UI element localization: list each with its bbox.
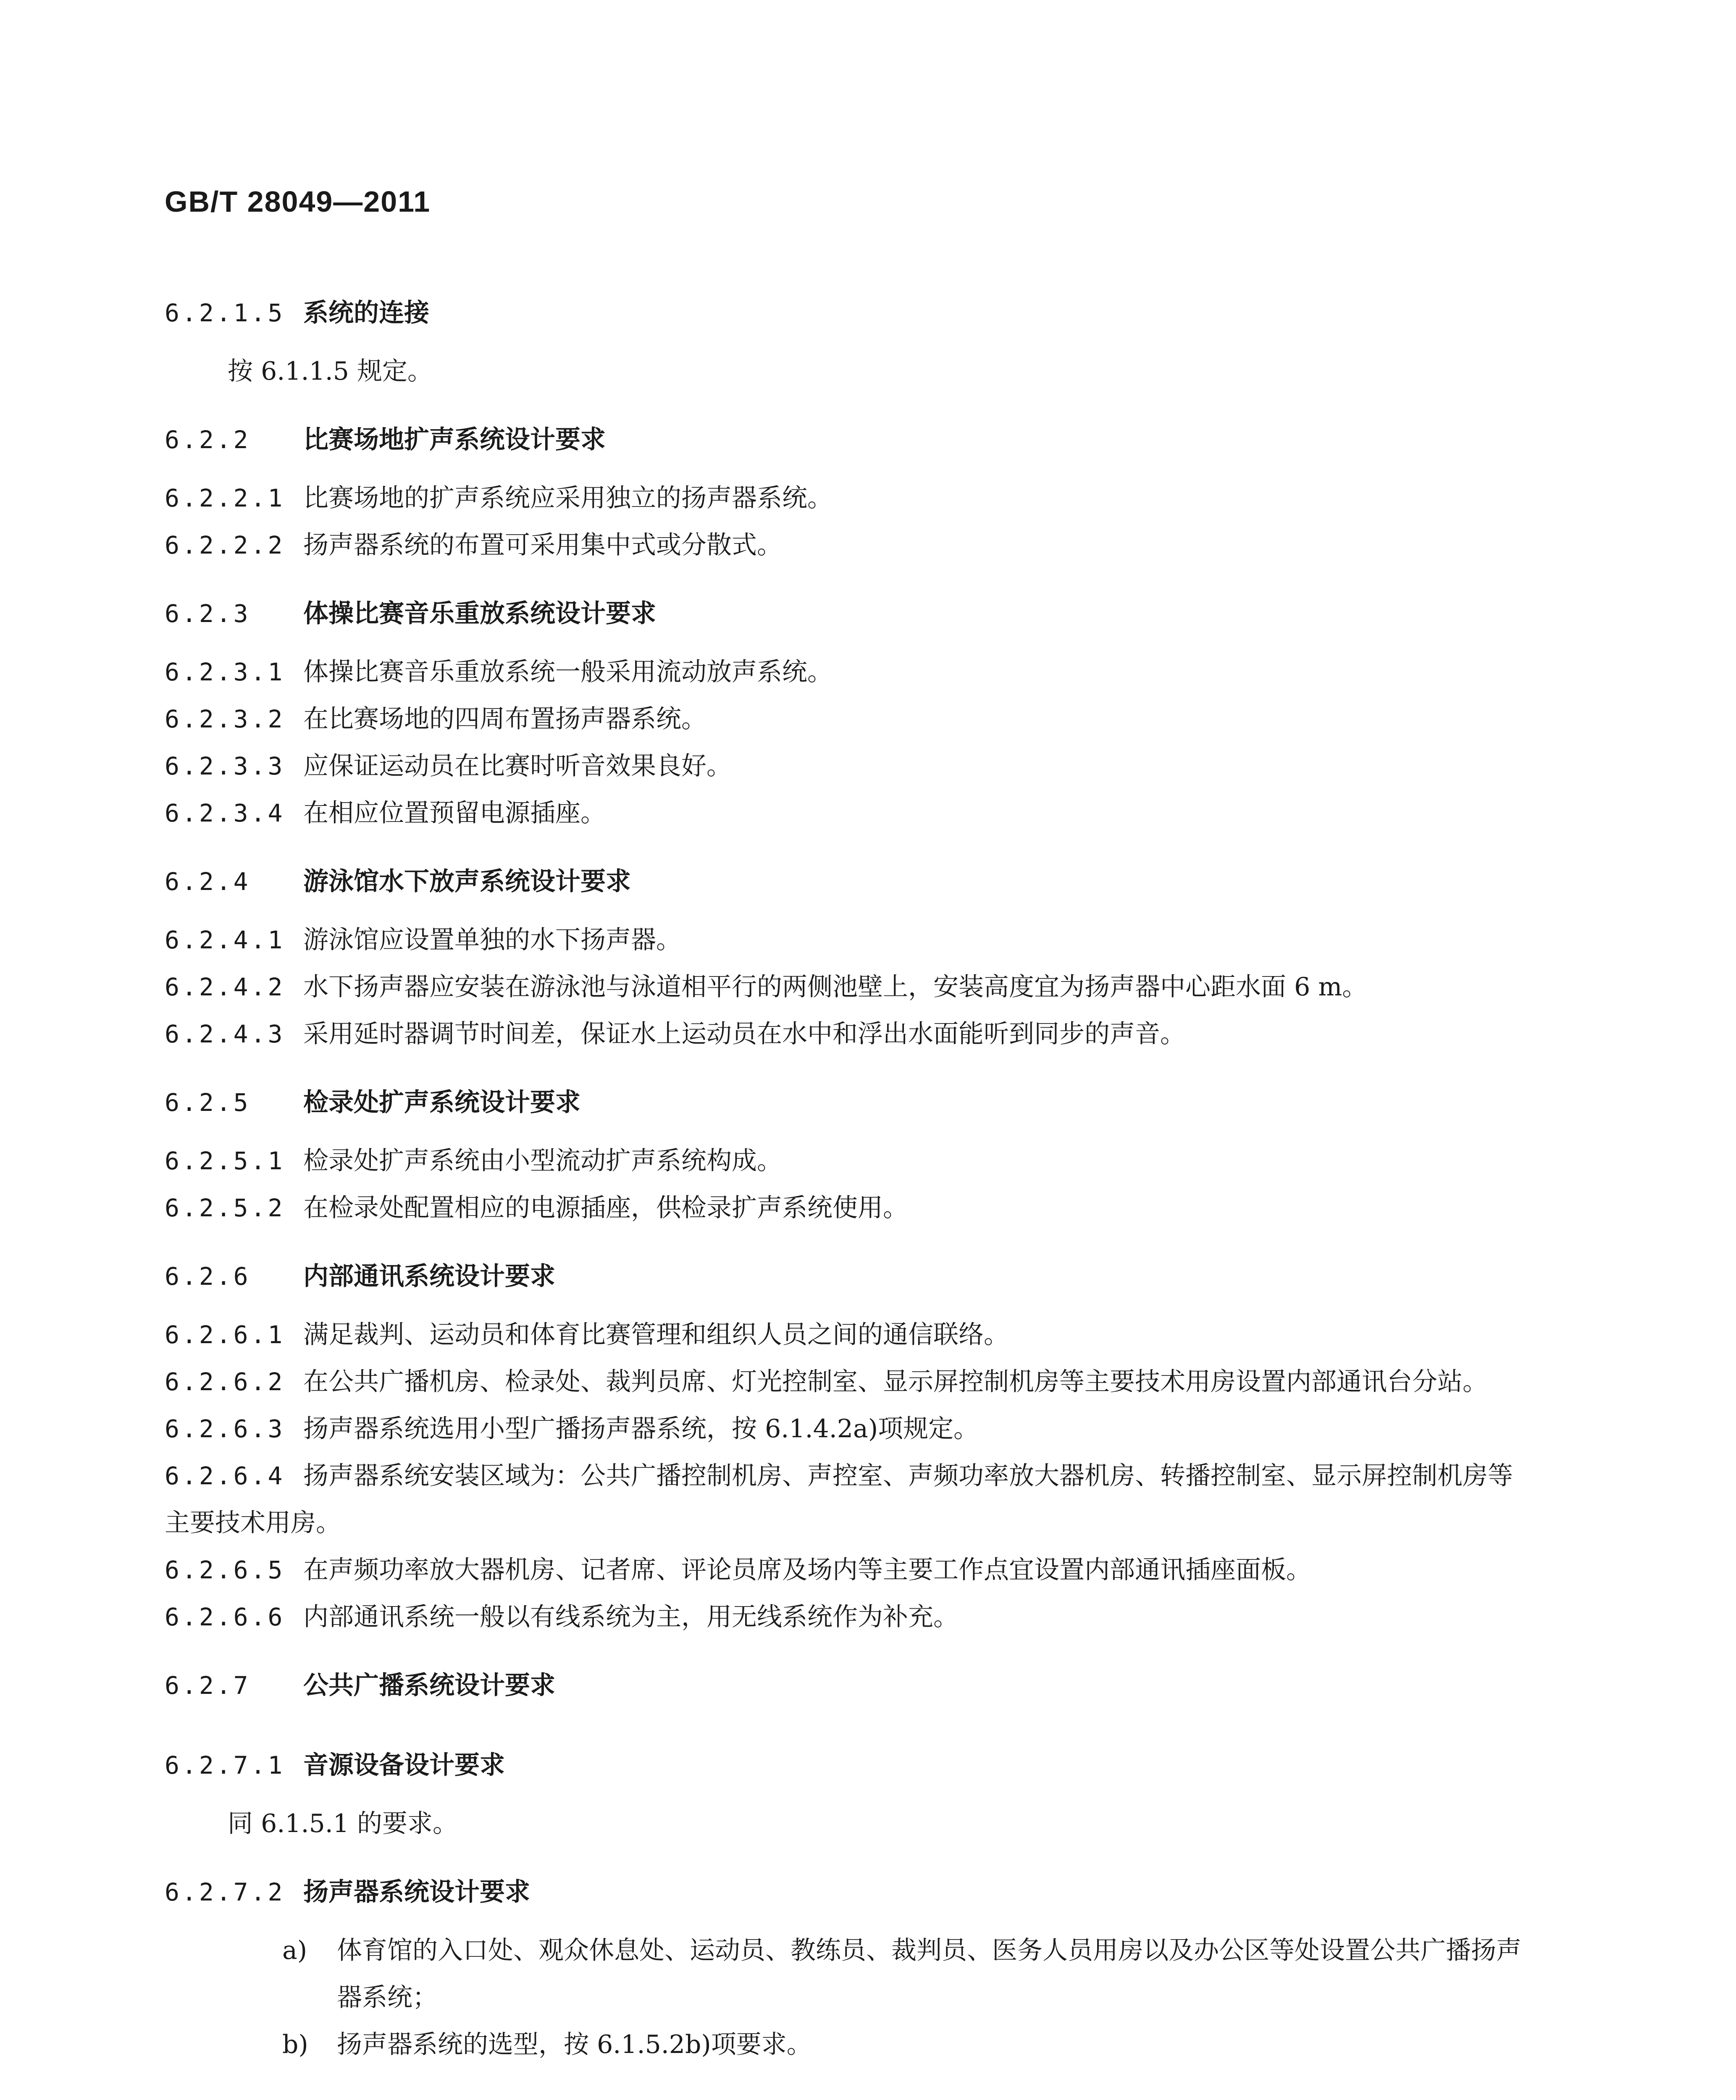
section-number: 6.2.1.5 bbox=[165, 299, 285, 327]
clause-number: 6.2.3.1 bbox=[165, 658, 285, 686]
clause-text: 在比赛场地的四周布置扬声器系统。 bbox=[303, 704, 706, 734]
clause-text: 扬声器系统的布置可采用集中式或分散式。 bbox=[303, 530, 782, 560]
spacer bbox=[165, 1788, 1534, 1800]
section-title: 检录处扩声系统设计要求 bbox=[303, 1088, 580, 1117]
clause-text: 检录处扩声系统由小型流动扩声系统构成。 bbox=[303, 1146, 782, 1176]
clause-number: 6.2.6.5 bbox=[165, 1556, 285, 1584]
clause-text: 采用延时器调节时间差，保证水上运动员在水中和浮出水面能听到同步的声音。 bbox=[303, 1019, 1185, 1049]
clause-paragraph bbox=[165, 743, 1534, 790]
body-text: 按 6.1.1.5 规定。 bbox=[228, 357, 433, 386]
clause-number: 6.2.6.2 bbox=[165, 1368, 285, 1396]
section-number: 6.2.5 bbox=[165, 1088, 251, 1117]
section-number: 6.2.7.1 bbox=[165, 1751, 285, 1780]
clause-text: 在相应位置预留电源插座。 bbox=[303, 798, 606, 828]
clause-text: 扬声器系统安装区域为：公共广播控制机房、声控室、声频功率放大器机房、转播控制室、显示屏控制机房等主要技术用房。 bbox=[165, 1461, 1513, 1538]
clause-number: 6.2.6.4 bbox=[165, 1462, 285, 1490]
clause-text: 内部通讯系统一般以有线系统为主，用无线系统作为补充。 bbox=[303, 1602, 959, 1632]
document-body bbox=[165, 290, 1534, 2068]
spacer bbox=[165, 1299, 1534, 1311]
section-title: 内部通讯系统设计要求 bbox=[303, 1262, 555, 1291]
spacer bbox=[165, 1231, 1534, 1253]
clause-paragraph bbox=[165, 1593, 1534, 1641]
section-number: 6.2.7.2 bbox=[165, 1878, 285, 1906]
spacer bbox=[165, 1058, 1534, 1079]
clause-paragraph bbox=[165, 916, 1534, 963]
clause-number: 6.2.4.2 bbox=[165, 973, 285, 1001]
section-number: 6.2.3 bbox=[165, 599, 251, 628]
clause-text: 水下扬声器应安装在游泳池与泳道相平行的两侧池壁上，安装高度宜为扬声器中心距水面 6 m。 bbox=[303, 972, 1368, 1002]
clause-number: 6.2.4.1 bbox=[165, 926, 285, 954]
list-marker: b) bbox=[282, 2030, 308, 2059]
section-number: 6.2.7 bbox=[165, 1671, 251, 1700]
clause-paragraph bbox=[165, 1011, 1534, 1058]
clause-paragraph bbox=[165, 1358, 1534, 1405]
list-marker: a) bbox=[282, 1936, 307, 1965]
clause-paragraph bbox=[165, 522, 1534, 569]
spacer bbox=[165, 1720, 1534, 1742]
clause-number: 6.2.5.2 bbox=[165, 1194, 285, 1222]
section-heading bbox=[165, 1662, 1534, 1709]
clause-number: 6.2.2.1 bbox=[165, 484, 285, 512]
section-heading bbox=[165, 591, 1534, 637]
section-heading bbox=[165, 1742, 1534, 1788]
clause-paragraph bbox=[165, 475, 1534, 522]
list-item bbox=[228, 1927, 1534, 2021]
clause-number: 6.2.3.4 bbox=[165, 799, 285, 827]
clause-number: 6.2.4.3 bbox=[165, 1020, 285, 1048]
list-text: 扬声器系统的选型，按 6.1.5.2b)项要求。 bbox=[337, 2030, 812, 2059]
section-title: 音源设备设计要求 bbox=[303, 1751, 505, 1780]
section-title: 体操比赛音乐重放系统设计要求 bbox=[303, 599, 656, 628]
clause-paragraph bbox=[165, 1452, 1534, 1546]
section-title: 游泳馆水下放声系统设计要求 bbox=[303, 867, 631, 896]
clause-number: 6.2.3.3 bbox=[165, 752, 285, 780]
clause-number: 6.2.6.3 bbox=[165, 1415, 285, 1443]
clause-paragraph bbox=[165, 790, 1534, 837]
spacer bbox=[165, 1126, 1534, 1137]
spacer bbox=[165, 569, 1534, 591]
clause-text: 在检录处配置相应的电源插座，供检录扩声系统使用。 bbox=[303, 1193, 908, 1223]
section-heading bbox=[165, 1079, 1534, 1126]
spacer bbox=[165, 1641, 1534, 1662]
clause-text: 比赛场地的扩声系统应采用独立的扬声器系统。 bbox=[303, 483, 833, 513]
section-number: 6.2.6 bbox=[165, 1262, 251, 1291]
clause-text: 应保证运动员在比赛时听音效果良好。 bbox=[303, 751, 732, 781]
clause-text: 满足裁判、运动员和体育比赛管理和组织人员之间的通信联络。 bbox=[303, 1320, 1009, 1349]
spacer bbox=[165, 837, 1534, 858]
spacer bbox=[165, 1915, 1534, 1927]
body-text: 同 6.1.5.1 的要求。 bbox=[228, 1809, 458, 1838]
section-number: 6.2.2 bbox=[165, 425, 251, 454]
section-heading bbox=[165, 290, 1534, 336]
clause-text: 在声频功率放大器机房、记者席、评论员席及场内等主要工作点宜设置内部通讯插座面板。 bbox=[303, 1555, 1311, 1585]
clause-text: 游泳馆应设置单独的水下扬声器。 bbox=[303, 925, 681, 955]
clause-paragraph bbox=[165, 963, 1534, 1011]
section-heading bbox=[165, 417, 1534, 463]
clause-number: 6.2.6.6 bbox=[165, 1603, 285, 1631]
section-title: 扬声器系统设计要求 bbox=[303, 1877, 530, 1907]
spacer bbox=[165, 336, 1534, 348]
spacer bbox=[165, 905, 1534, 916]
clause-text: 扬声器系统选用小型广播扬声器系统，按 6.1.4.2a)项规定。 bbox=[303, 1414, 979, 1444]
section-heading bbox=[165, 1253, 1534, 1299]
section-heading bbox=[165, 858, 1534, 905]
section-title: 系统的连接 bbox=[303, 298, 429, 328]
clause-text: 在公共广播机房、检录处、裁判员席、灯光控制室、显示屏控制机房等主要技术用房设置内部通讯台分站。 bbox=[303, 1367, 1488, 1396]
standard-code: GB/T 28049—2011 bbox=[165, 185, 431, 218]
clause-paragraph bbox=[165, 1405, 1534, 1452]
clause-text: 体操比赛音乐重放系统一般采用流动放声系统。 bbox=[303, 657, 833, 687]
spacer bbox=[165, 395, 1534, 417]
list-text: 体育馆的入口处、观众休息处、运动员、教练员、裁判员、医务人员用房以及办公区等处设置公共广播扬声器系统； bbox=[337, 1936, 1521, 2012]
spacer bbox=[165, 463, 1534, 475]
clause-number: 6.2.3.2 bbox=[165, 705, 285, 733]
clause-paragraph bbox=[165, 1546, 1534, 1593]
clause-number: 6.2.2.2 bbox=[165, 531, 285, 559]
spacer bbox=[165, 1709, 1534, 1720]
spacer bbox=[165, 637, 1534, 648]
section-number: 6.2.4 bbox=[165, 867, 251, 896]
clause-paragraph bbox=[165, 648, 1534, 696]
section-title: 比赛场地扩声系统设计要求 bbox=[303, 425, 606, 454]
clause-paragraph bbox=[165, 1311, 1534, 1358]
clause-number: 6.2.5.1 bbox=[165, 1147, 285, 1175]
clause-number: 6.2.6.1 bbox=[165, 1320, 285, 1349]
section-title: 公共广播系统设计要求 bbox=[303, 1671, 555, 1700]
list-item bbox=[228, 2021, 1534, 2068]
clause-paragraph bbox=[165, 696, 1534, 743]
section-heading bbox=[165, 1869, 1534, 1915]
clause-paragraph bbox=[165, 1137, 1534, 1184]
clause-paragraph bbox=[165, 1184, 1534, 1231]
spacer bbox=[165, 1847, 1534, 1869]
